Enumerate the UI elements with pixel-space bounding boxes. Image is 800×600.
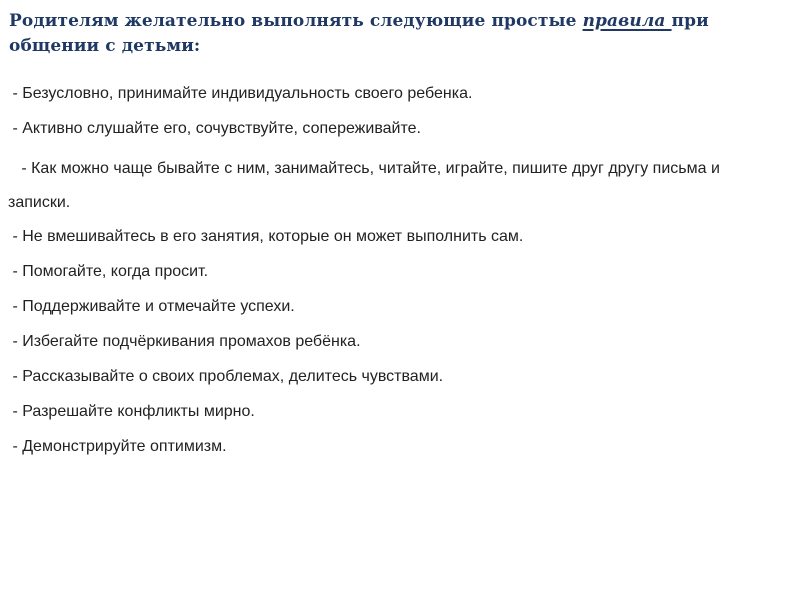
rule-text: Активно слушайте его, сочувствуйте, сопереживайте.: [22, 120, 421, 137]
rule-text: Рассказывайте о своих проблемах, делитесь чувствами.: [22, 368, 444, 385]
rule-text: Помогайте, когда просит.: [22, 263, 209, 280]
rule-text: Поддерживайте и отмечайте успехи.: [22, 298, 295, 315]
rule-text: Избегайте подчёркивания промахов ребёнка.: [22, 333, 361, 350]
rule-text: Разрешайте конфликты мирно.: [22, 403, 255, 420]
list-item: [8, 295, 778, 319]
list-item: [8, 225, 778, 249]
rule-dash: -: [8, 368, 23, 385]
rule-dash: -: [8, 333, 23, 350]
list-item: [8, 82, 778, 106]
title-text-start: Родителям желательно выполнять следующие простые: [9, 11, 583, 31]
rule-text: Безусловно, принимайте индивидуальность своего ребенка.: [22, 85, 473, 102]
rule-dash: -: [8, 298, 23, 315]
list-item: [8, 152, 778, 220]
list-item: [8, 330, 778, 354]
rule-dash: -: [8, 403, 23, 420]
slide-title: [9, 9, 789, 59]
rule-text: Не вмешивайтесь в его занятия, которые он может выполнить сам.: [22, 228, 524, 245]
list-item: [8, 435, 778, 459]
list-item: [8, 400, 778, 424]
title-emphasis-rules: правила: [582, 11, 672, 31]
list-item: [8, 365, 778, 389]
rule-text: Демонстрируйте оптимизм.: [22, 438, 227, 455]
rule-dash: -: [8, 438, 23, 455]
title-text-end: при общении с детьми:: [9, 11, 709, 56]
rule-dash: -: [8, 85, 23, 102]
rule-dash: -: [8, 228, 23, 245]
rule-dash: -: [8, 160, 32, 177]
list-item: [8, 260, 778, 284]
rule-text: Как можно чаще бывайте с ним, занимайтесь, читайте, играйте, пишите друг другу письма и записки.: [8, 160, 720, 211]
rule-dash: -: [8, 263, 23, 280]
list-item: [8, 117, 778, 141]
rules-list: [8, 82, 778, 459]
rule-dash: -: [8, 120, 23, 137]
